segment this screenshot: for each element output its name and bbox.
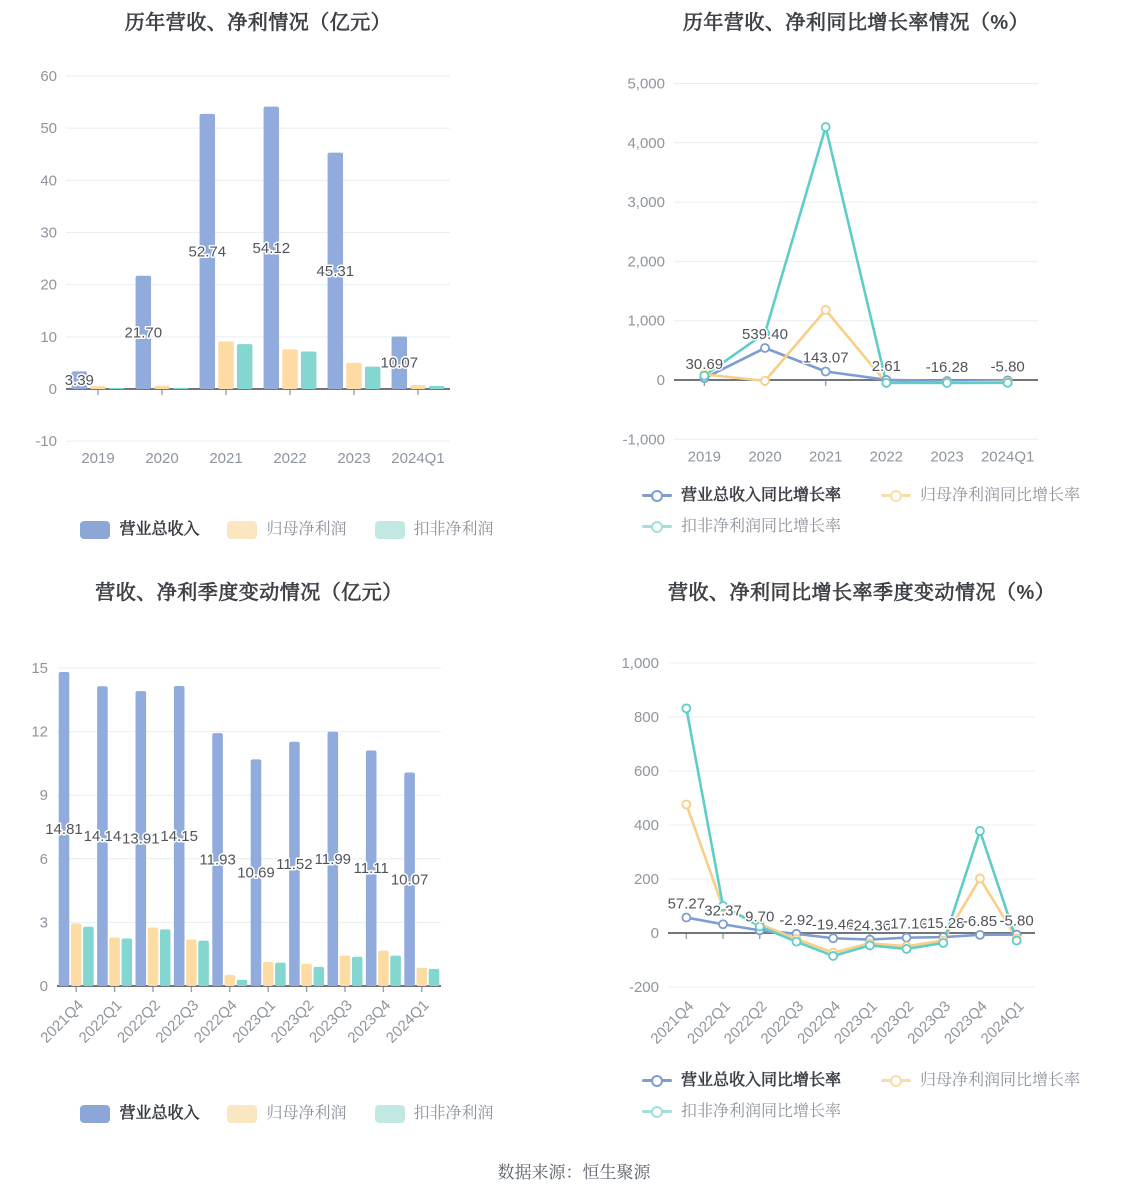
svg-text:600: 600 [633, 763, 659, 780]
legend-swatch-icon [375, 1105, 405, 1123]
svg-text:2023Q1: 2023Q1 [229, 996, 280, 1047]
legend-line-marker-icon [642, 520, 672, 534]
legend-item-2[interactable] [881, 486, 1080, 506]
legend [574, 486, 1148, 537]
svg-text:2024Q1: 2024Q1 [382, 996, 433, 1047]
svg-text:2020: 2020 [748, 448, 782, 466]
legend [574, 1071, 1148, 1122]
svg-text:2022Q2: 2022Q2 [114, 996, 164, 1047]
legend-swatch-icon [80, 1105, 110, 1123]
legend-swatch-icon [375, 521, 405, 539]
svg-text:2021: 2021 [209, 450, 243, 468]
svg-text:-2.92: -2.92 [779, 911, 814, 929]
svg-text:11.99: 11.99 [314, 850, 352, 868]
svg-text:32.37: 32.37 [704, 902, 742, 920]
svg-text:143.07: 143.07 [802, 349, 849, 367]
svg-text:10: 10 [40, 328, 57, 346]
svg-text:30.69: 30.69 [685, 356, 724, 374]
svg-text:-15.28: -15.28 [921, 915, 965, 933]
svg-text:2023Q1: 2023Q1 [830, 997, 881, 1048]
svg-text:-19.46: -19.46 [811, 916, 855, 934]
legend-label: 营业总收入 [119, 521, 200, 538]
svg-text:2023Q2: 2023Q2 [267, 996, 318, 1047]
legend-item-1[interactable] [642, 486, 841, 506]
legend-item-3[interactable] [375, 1104, 494, 1124]
svg-text:54.12: 54.12 [252, 239, 291, 257]
svg-text:2019: 2019 [687, 448, 722, 466]
svg-text:2020: 2020 [145, 450, 179, 468]
legend-label: 归母净利润同比增长率 [920, 487, 1081, 504]
svg-text:-5.80: -5.80 [990, 358, 1025, 376]
svg-text:2021: 2021 [808, 448, 843, 466]
svg-text:40: 40 [40, 172, 57, 190]
svg-text:5,000: 5,000 [627, 75, 665, 93]
legend-line-marker-icon [642, 1105, 672, 1119]
svg-text:2022Q1: 2022Q1 [75, 996, 126, 1047]
legend-label: 扣非净利润同比增长率 [680, 1103, 841, 1120]
legend-label: 营业总收入 [119, 1105, 200, 1122]
svg-text:10.07: 10.07 [380, 354, 419, 372]
svg-text:2022Q1: 2022Q1 [684, 997, 734, 1048]
svg-text:2023Q4: 2023Q4 [941, 997, 991, 1048]
svg-text:3.39: 3.39 [64, 372, 94, 390]
legend-item-1[interactable] [80, 1104, 199, 1124]
legend-line-marker-icon [881, 1074, 911, 1088]
svg-text:14.81: 14.81 [45, 821, 83, 839]
svg-text:14.14: 14.14 [83, 828, 122, 846]
chart-quarterly-values [0, 570, 574, 1140]
svg-text:60: 60 [40, 67, 57, 85]
svg-text:11.93: 11.93 [199, 851, 236, 869]
svg-text:1,000: 1,000 [621, 655, 659, 672]
svg-text:2021Q4: 2021Q4 [37, 996, 88, 1047]
quarterly-growth-plot [574, 570, 1148, 1140]
svg-text:3,000: 3,000 [627, 194, 665, 212]
svg-text:12: 12 [31, 723, 48, 741]
svg-text:1,000: 1,000 [627, 312, 665, 330]
svg-text:2022: 2022 [273, 450, 307, 468]
svg-text:2023: 2023 [337, 450, 371, 468]
svg-text:9: 9 [39, 787, 48, 805]
legend-label: 营业总收入同比增长率 [680, 487, 841, 504]
svg-text:2021Q4: 2021Q4 [647, 997, 698, 1048]
legend-label: 扣非净利润 [413, 521, 494, 538]
svg-text:4,000: 4,000 [627, 134, 665, 152]
svg-text:2022: 2022 [869, 448, 904, 466]
legend-swatch-icon [80, 521, 110, 539]
svg-text:10.69: 10.69 [237, 864, 275, 882]
chart-annual-growth [574, 0, 1148, 570]
legend-item-1[interactable] [642, 1071, 841, 1091]
legend-label: 扣非净利润 [413, 1105, 494, 1122]
legend [0, 1104, 574, 1124]
legend-swatch-icon [227, 1105, 257, 1123]
svg-text:2022Q4: 2022Q4 [794, 997, 844, 1048]
chart-title: 历年营收、净利情况（亿元） [124, 12, 392, 34]
svg-text:15: 15 [31, 660, 48, 677]
svg-text:20: 20 [40, 276, 57, 294]
svg-text:-6.85: -6.85 [962, 912, 998, 930]
chart-title: 营收、净利季度变动情况（亿元） [95, 582, 403, 604]
svg-text:-1,000: -1,000 [622, 431, 665, 449]
legend-item-1[interactable] [80, 520, 199, 540]
svg-text:45.31: 45.31 [316, 262, 355, 280]
svg-text:-5.80: -5.80 [999, 912, 1034, 930]
svg-text:10.07: 10.07 [390, 871, 429, 889]
svg-text:2024Q1: 2024Q1 [977, 997, 1028, 1048]
svg-text:400: 400 [633, 817, 659, 834]
legend-label: 扣非净利润同比增长率 [680, 518, 841, 535]
svg-text:0: 0 [656, 372, 665, 389]
svg-text:2024Q1: 2024Q1 [980, 448, 1035, 466]
svg-text:0: 0 [650, 925, 659, 942]
svg-text:57.27: 57.27 [667, 895, 706, 913]
svg-text:2019: 2019 [81, 450, 115, 468]
svg-text:2023Q4: 2023Q4 [344, 996, 395, 1047]
svg-text:800: 800 [633, 709, 659, 726]
quarterly-values-plot [0, 570, 574, 1140]
svg-text:14.15: 14.15 [160, 828, 198, 846]
svg-text:-24.36: -24.36 [848, 917, 892, 935]
svg-text:50: 50 [40, 120, 57, 138]
legend-item-3[interactable] [375, 520, 494, 540]
svg-text:6: 6 [39, 850, 48, 868]
chart-quarterly-growth [574, 570, 1148, 1140]
legend-item-3[interactable] [642, 1102, 841, 1122]
svg-text:0: 0 [39, 978, 48, 995]
chart-title: 营收、净利同比增长率季度变动情况（%） [668, 582, 1056, 604]
svg-text:2023Q3: 2023Q3 [904, 997, 955, 1048]
svg-text:2.61: 2.61 [871, 357, 901, 375]
legend-swatch-icon [227, 521, 257, 539]
svg-text:2023Q2: 2023Q2 [867, 997, 918, 1048]
legend-label: 归母净利润 [266, 521, 347, 538]
svg-text:2022Q4: 2022Q4 [190, 996, 241, 1047]
legend-item-2[interactable] [881, 1071, 1080, 1091]
svg-text:539.40: 539.40 [742, 326, 788, 344]
svg-text:-17.16: -17.16 [885, 915, 928, 933]
svg-text:11.52: 11.52 [276, 855, 313, 873]
svg-text:2023Q3: 2023Q3 [306, 996, 356, 1047]
svg-text:2024Q1: 2024Q1 [391, 450, 445, 468]
svg-text:-16.28: -16.28 [925, 358, 969, 376]
legend-label: 归母净利润 [266, 1105, 347, 1122]
svg-text:21.70: 21.70 [124, 324, 163, 342]
legend [0, 520, 574, 540]
svg-text:-200: -200 [628, 979, 659, 996]
legend-line-marker-icon [642, 489, 672, 503]
legend-item-2[interactable] [227, 520, 346, 540]
chart-title: 历年营收、净利同比增长率情况（%） [682, 12, 1030, 34]
svg-text:2023: 2023 [930, 448, 964, 466]
legend-line-marker-icon [642, 1074, 672, 1088]
svg-text:200: 200 [633, 871, 659, 888]
legend-line-marker-icon [881, 489, 911, 503]
svg-text:-10: -10 [35, 433, 57, 451]
svg-text:30: 30 [40, 224, 57, 242]
data-source-note: 数据来源：恒生聚源 [497, 1163, 651, 1182]
svg-text:2,000: 2,000 [627, 253, 665, 271]
annual-growth-plot [574, 0, 1148, 570]
svg-text:0: 0 [48, 381, 57, 398]
legend-item-3[interactable] [642, 517, 841, 537]
annual-values-plot [0, 0, 574, 570]
svg-text:2022Q3: 2022Q3 [152, 996, 203, 1047]
svg-text:2022Q2: 2022Q2 [720, 997, 771, 1048]
chart-annual-values [0, 0, 574, 570]
svg-text:3: 3 [39, 914, 48, 932]
legend-item-2[interactable] [227, 1104, 346, 1124]
svg-text:2022Q3: 2022Q3 [757, 997, 808, 1048]
svg-text:52.74: 52.74 [188, 243, 227, 261]
svg-text:13.91: 13.91 [122, 830, 160, 848]
svg-text:9.70: 9.70 [745, 908, 775, 926]
legend-label: 归母净利润同比增长率 [920, 1072, 1081, 1089]
legend-label: 营业总收入同比增长率 [680, 1072, 841, 1089]
svg-text:11.11: 11.11 [353, 860, 389, 878]
